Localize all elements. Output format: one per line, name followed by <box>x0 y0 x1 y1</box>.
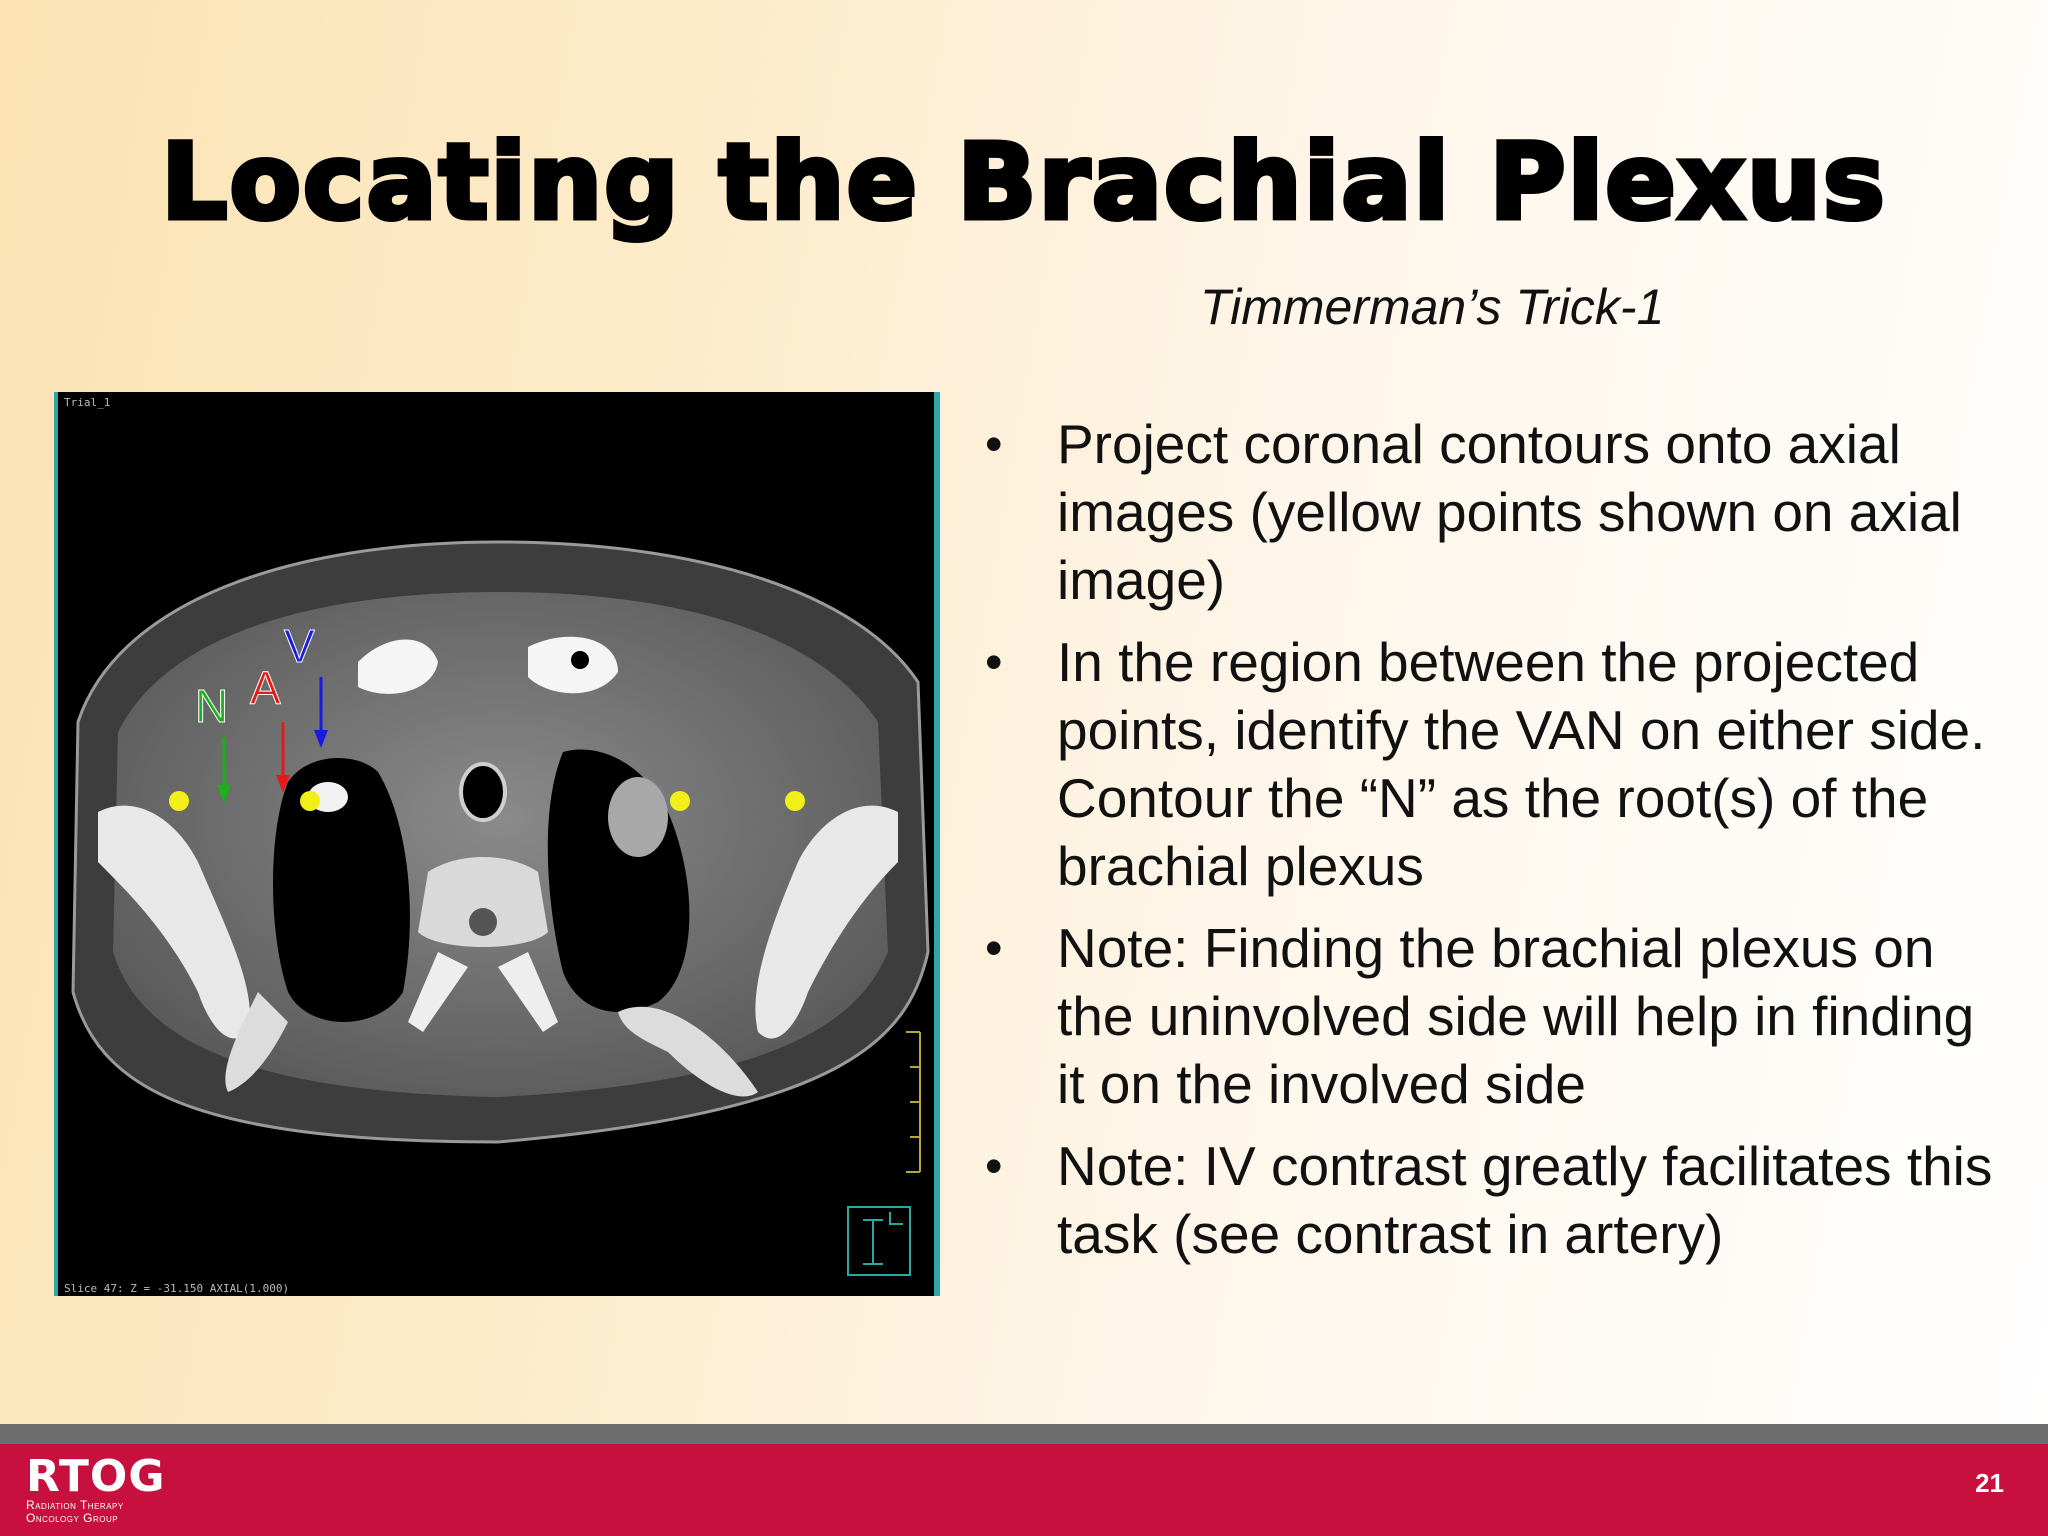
bone-foramen <box>571 651 589 669</box>
projected-point <box>169 791 189 811</box>
trachea <box>461 764 505 820</box>
slide-title: Locating the Brachial Plexus <box>161 121 1887 243</box>
spinal-canal <box>469 908 497 936</box>
page-number: 21 <box>1975 1468 2004 1498</box>
bullet-marker: • <box>985 920 1003 976</box>
logo-line-1: Radiation Therapy <box>26 1498 124 1512</box>
nerve-label: N <box>195 680 229 732</box>
slide-subtitle: Timmerman’s Trick-1 <box>1200 279 1665 335</box>
ct-axial-image <box>54 392 940 1296</box>
projected-point <box>300 791 320 811</box>
ct-scan-illustration <box>58 392 934 1296</box>
logo-brand: RTOG <box>26 1451 166 1502</box>
bullet-item <box>975 410 2005 614</box>
footer-stripe <box>0 1424 2048 1444</box>
rtog-logo <box>26 1451 166 1525</box>
footer-bar <box>0 1444 2048 1536</box>
bullet-item <box>975 628 2005 900</box>
bullet-list <box>975 410 2005 1282</box>
bullet-item <box>975 914 2005 1118</box>
ct-footer-text: Slice 47: Z = -31.150 AXIAL(1.000) <box>64 1282 290 1295</box>
projected-point <box>670 791 690 811</box>
left-vessel <box>608 777 668 857</box>
bullet-marker: • <box>985 416 1003 472</box>
bullet-text: In the region between the projected points, identify the VAN on either side. Contour the “N” as the root(s) of the brachial plexus <box>1057 631 1986 897</box>
bullet-text: Note: Finding the brachial plexus on the uninvolved side will help in finding it on the involved side <box>1057 917 1975 1115</box>
projected-point <box>785 791 805 811</box>
artery-label: A <box>250 662 281 714</box>
bullet-marker: • <box>985 634 1003 690</box>
bullet-marker: • <box>985 1138 1003 1194</box>
bullet-text: Project coronal contours onto axial images (yellow points shown on axial image) <box>1057 413 1962 611</box>
bullet-item <box>975 1132 2005 1268</box>
ct-header-text: Trial_1 <box>64 396 111 409</box>
bullet-text: Note: IV contrast greatly facilitates this task (see contrast in artery) <box>1057 1135 1993 1265</box>
logo-line-2: Oncology Group <box>26 1511 119 1525</box>
vein-label: V <box>284 620 315 672</box>
